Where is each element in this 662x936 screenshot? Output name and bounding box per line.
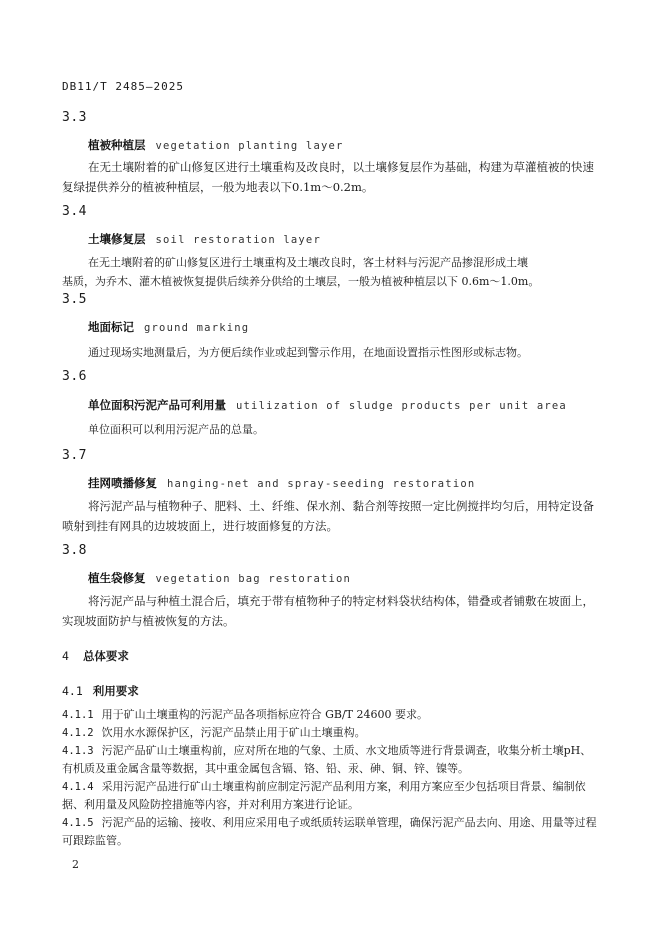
term-number: 3.7 [62, 448, 87, 463]
term-definition: 将污泥产品与种植土混合后，填充于带有植物种子的特定材料袋状结构体，错叠或者铺敷在坡面上，实现坡面防护与植被恢复的方法。 [62, 594, 594, 628]
term-heading [88, 137, 344, 153]
term-definition: 通过现场实地测量后，为方便后续作业或起到警示作用，在地面设置指示性图形或标志物。 [88, 346, 528, 359]
term-english: hanging-net and spray-seeding restoration [167, 478, 476, 490]
term-number: 3.4 [62, 204, 87, 219]
standard-code-header: DB11/T 2485—2025 [62, 80, 184, 93]
clause-number: 4.1.5 [62, 817, 94, 829]
term-chinese: 单位面积污泥产品可利用量 [88, 398, 226, 412]
clause-text: 污泥产品的运输、接收、利用应采用电子或纸质转运联单管理，确保污泥产品去向、用途、用量等过程可跟踪监管。 [62, 816, 597, 847]
term-english: vegetation bag restoration [155, 573, 352, 585]
term-chinese: 土壤修复层 [88, 232, 146, 246]
term-english: ground marking [144, 322, 250, 334]
clause [62, 706, 602, 724]
term-chinese: 植生袋修复 [88, 571, 146, 585]
term-number: 3.3 [62, 110, 87, 125]
term-chinese: 挂网喷播修复 [88, 476, 157, 490]
term-number: 3.8 [62, 543, 87, 558]
term-english: utilization of sludge products per unit area [236, 400, 567, 412]
term-heading [88, 231, 321, 247]
subsection-number: 4.1 [62, 684, 83, 698]
term-definition: 在无土壤附着的矿山修复区进行土壤重构及改良时，以土壤修复层作为基础，构建为草灌植被的快速复绿提供养分的植被种植层，一般为地表以下0.1m～0.2m。 [62, 160, 594, 194]
term-definition-line: 基质，为乔木、灌木植被恢复提供后续养分供给的土壤层，一般为植被种植层以下 0.6m～1.0m。 [62, 275, 540, 288]
term-heading [88, 397, 567, 413]
clause-text: 饮用水水源保护区，污泥产品禁止用于矿山土壤重构。 [101, 726, 366, 739]
clause [62, 778, 602, 814]
page-number: 2 [72, 858, 79, 871]
clause [62, 814, 602, 850]
section-heading [62, 648, 129, 664]
term-english: vegetation planting layer [155, 140, 344, 152]
term-english: soil restoration layer [155, 234, 321, 246]
subsection-heading [62, 683, 139, 699]
clause-text: 污泥产品矿山土壤重构前，应对所在地的气象、土质、水文地质等进行背景调查，收集分析土壤pH、有机质及重金属含量等数据，其中重金属包含镉、铬、铅、汞、砷、铜、锌、镍等。 [62, 744, 592, 775]
term-definition: 单位面积可以利用污泥产品的总量。 [88, 423, 264, 436]
term-definition-line: 在无土壤附着的矿山修复区进行土壤重构及土壤改良时，客土材料与污泥产品掺混形成土壤 [88, 256, 528, 269]
subsection-title: 利用要求 [92, 684, 139, 698]
term-definition: 将污泥产品与植物种子、肥料、土、纤维、保水剂、黏合剂等按照一定比例搅拌均匀后，用特定设备喷射到挂有网具的边坡坡面上，进行坡面修复的方法。 [62, 499, 594, 533]
clause [62, 724, 602, 742]
section-title: 总体要求 [82, 649, 129, 663]
clause-text: 用于矿山土壤重构的污泥产品各项指标应符合 GB/T 24600 要求。 [101, 708, 429, 721]
clause-number: 4.1.4 [62, 781, 94, 793]
clause-number: 4.1.3 [62, 745, 94, 757]
section-number: 4 [62, 649, 69, 663]
clause-number: 4.1.2 [62, 727, 94, 739]
term-heading [88, 570, 351, 586]
term-number: 3.5 [62, 292, 87, 307]
term-heading [88, 475, 475, 491]
clause-text: 采用污泥产品进行矿山土壤重构前应制定污泥产品利用方案，利用方案应至少包括项目背景、编制依据、利用量及风险防控措施等内容，并对利用方案进行论证。 [62, 780, 586, 811]
term-number: 3.6 [62, 369, 87, 384]
clause [62, 742, 602, 778]
term-chinese: 地面标记 [88, 320, 134, 334]
clause-number: 4.1.1 [62, 709, 94, 721]
term-chinese: 植被种植层 [88, 138, 146, 152]
term-heading [88, 319, 249, 335]
